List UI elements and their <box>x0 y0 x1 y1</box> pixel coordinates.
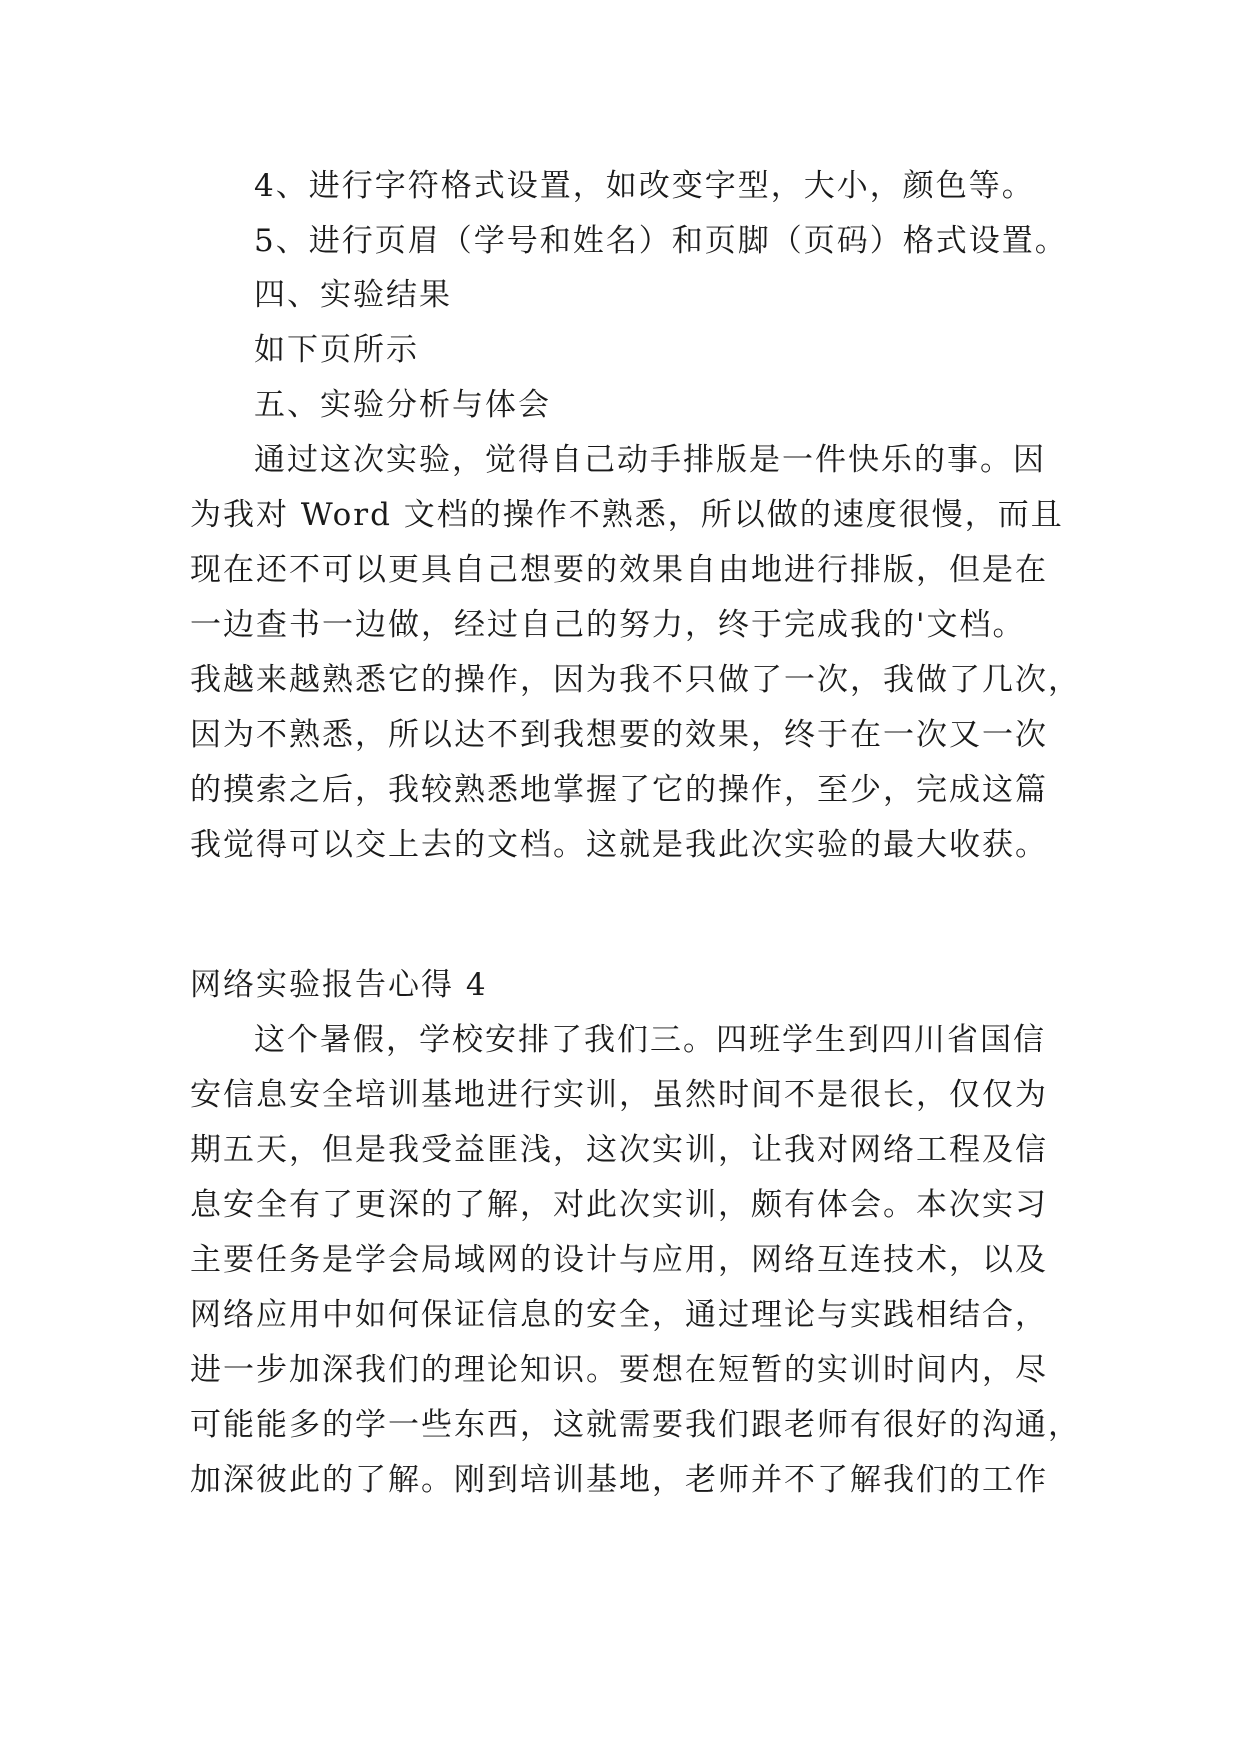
section-title: 网络实验报告心得 4 <box>190 967 488 1003</box>
paragraph-line: 为我对 Word 文档的操作不熟悉，所以做的速度很慢，而且 <box>190 497 1064 533</box>
results-note: 如下页所示 <box>254 332 419 368</box>
paragraph-line: 我觉得可以交上去的文档。这就是我此次实验的最大收获。 <box>190 827 1048 863</box>
paragraph-line: 我越来越熟悉它的操作，因为我不只做了一次，我做了几次， <box>190 662 1081 698</box>
heading-analysis: 五、实验分析与体会 <box>254 387 551 423</box>
paragraph-line: 进一步加深我们的理论知识。要想在短暂的实训时间内，尽 <box>190 1352 1048 1388</box>
paragraph-line: 这个暑假，学校安排了我们三。四班学生到四川省国信 <box>254 1022 1046 1058</box>
step-4-line: 4、进行字符格式设置，如改变字型，大小，颜色等。 <box>254 168 1035 204</box>
step-5-line: 5、进行页眉（学号和姓名）和页脚（页码）格式设置。 <box>254 223 1068 259</box>
paragraph-line: 安信息安全培训基地进行实训，虽然时间不是很长，仅仅为 <box>190 1077 1048 1113</box>
paragraph-line: 通过这次实验，觉得自己动手排版是一件快乐的事。因 <box>254 442 1046 478</box>
paragraph-line: 一边查书一边做，经过自己的努力，终于完成我的'文档。 <box>190 607 1026 643</box>
paragraph-line: 期五天，但是我受益匪浅，这次实训，让我对网络工程及信 <box>190 1132 1048 1168</box>
paragraph-line: 主要任务是学会局域网的设计与应用，网络互连技术，以及 <box>190 1242 1048 1278</box>
paragraph-line: 网络应用中如何保证信息的安全，通过理论与实践相结合， <box>190 1297 1048 1333</box>
paragraph-line: 息安全有了更深的了解，对此次实训，颇有体会。本次实习 <box>190 1187 1048 1223</box>
paragraph-line: 加深彼此的了解。刚到培训基地，老师并不了解我们的工作 <box>190 1462 1048 1498</box>
paragraph-line: 现在还不可以更具自己想要的效果自由地进行排版，但是在 <box>190 552 1048 588</box>
heading-experiment-results: 四、实验结果 <box>254 277 452 313</box>
paragraph-line: 因为不熟悉，所以达不到我想要的效果，终于在一次又一次 <box>190 717 1048 753</box>
paragraph-line: 的摸索之后，我较熟悉地掌握了它的操作，至少，完成这篇 <box>190 772 1048 808</box>
paragraph-line: 可能能多的学一些东西，这就需要我们跟老师有很好的沟通， <box>190 1407 1081 1443</box>
